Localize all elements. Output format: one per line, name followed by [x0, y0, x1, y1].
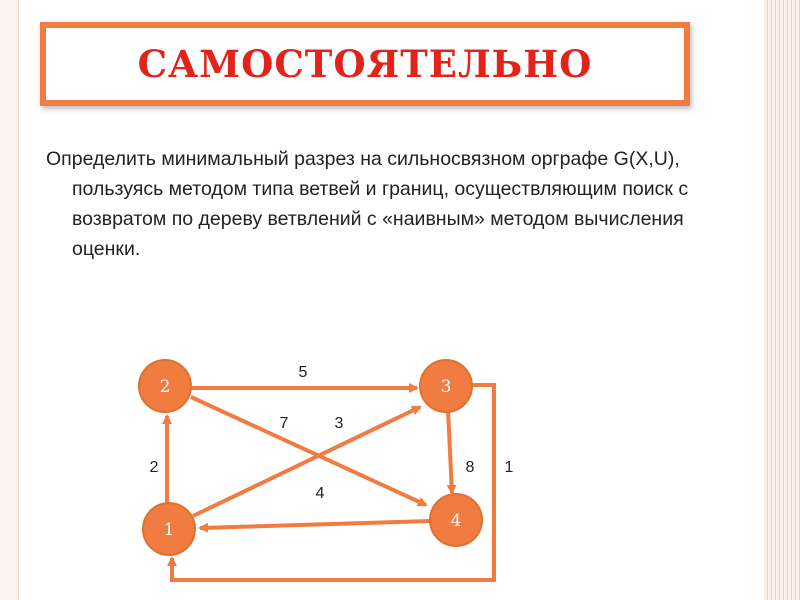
slide-title: САМОСТОЯТЕЛЬНО: [137, 42, 593, 86]
node-3: [420, 360, 472, 412]
weight-2-4: 7: [279, 415, 289, 432]
node-4-label: 4: [450, 511, 462, 531]
node-3-label: 3: [440, 377, 452, 397]
edge-3-1: [172, 385, 494, 580]
edge-3-4: [448, 410, 452, 493]
weight-1-2: 2: [149, 459, 159, 476]
edge-4-1: [200, 521, 430, 528]
node-2: [139, 360, 191, 412]
weight-3-4: 8: [465, 459, 475, 476]
weight-1-3: 3: [334, 415, 344, 432]
node-1: [143, 503, 195, 555]
edge-1-3: [193, 407, 420, 516]
weight-3-1: 1: [504, 459, 514, 476]
node-1-label: 1: [163, 520, 175, 540]
task-text: Определить минимальный разрез на сильносвязном орграфе G(X,U), пользуясь методом типа ветвей и границ, осуществляющим поиск с возвратом по дереву ветвлений с «наивным» методом вычисления оценки.: [46, 148, 689, 260]
weight-2-3: 5: [298, 364, 308, 381]
node-4: [430, 494, 482, 546]
node-2-label: 2: [159, 377, 171, 397]
weight-4-1: 4: [315, 485, 325, 502]
edge-2-4: [191, 397, 426, 505]
